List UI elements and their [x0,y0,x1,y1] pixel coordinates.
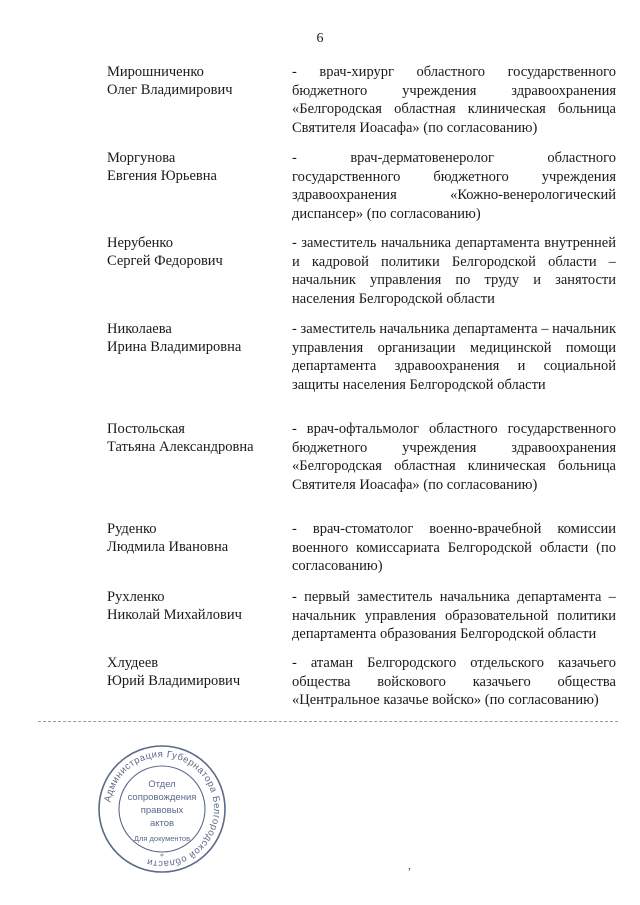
given-names: Николай Михайлович [107,607,242,623]
given-names: Олег Владимирович [107,82,233,98]
person-name [107,149,287,185]
person-name [107,234,287,270]
given-names: Евгения Юрьевна [107,168,217,184]
position-description: - врач-офтальмолог областного государственного бюджетного учреждения здравоохранения «Белгородская областная клиническая больница Святителя Иоасафа» (по согласованию) [292,421,616,493]
surname: Нерубенко [107,235,173,251]
given-names: Татьяна Александровна [107,439,254,455]
surname: Мирошниченко [107,64,204,80]
person-name [107,654,287,690]
given-names: Сергей Федорович [107,253,223,269]
position-description: - врач-дерматовенеролог областного государственного бюджетного учреждения здравоохранения «Кожно-венерологический диспансер» (по согласованию) [292,150,616,222]
page-number: 6 [316,31,324,46]
surname: Рухленко [107,589,165,605]
given-names: Ирина Владимировна [107,339,242,355]
person-name [107,520,287,556]
surname: Николаева [107,321,172,337]
separator-line [38,721,618,722]
stamp-line-4: актов [149,818,175,829]
position-description: - атаман Белгородского отдельского казачьего общества войскового казачьего общества «Центральное казачье войско» (по согласованию) [292,655,616,708]
star-icon: * [160,852,164,861]
surname: Постольская [107,421,185,437]
person-name [107,63,287,99]
position-description: - врач-стоматолог военно-врачебной комиссии военного комиссариата Белгородской области (по согласованию) [292,521,616,574]
given-names: Юрий Владимирович [107,673,241,689]
given-names: Людмила Ивановна [107,539,229,555]
stamp-line-2: сопровождения [127,792,197,803]
surname: Хлудеев [107,655,159,671]
stamp-bottom-text: Для документов [133,834,191,843]
stamp-line-3: правовых [140,805,184,816]
official-stamp [96,743,228,875]
position-description: - заместитель начальника департамента внутренней и кадровой политики Белгородской области – начальник управления по труду и занятости населения Белгородской области [292,235,616,307]
stamp-line-1: Отдел [148,779,176,790]
person-name [107,320,287,356]
surname: Моргунова [107,150,176,166]
position-description: - первый заместитель начальника департамента – начальник управления образовательной политики департамента образования Белгородской области [292,589,616,642]
position-description: - врач-хирург областного государственного бюджетного учреждения здравоохранения «Белгородская областная клиническая больница Святителя Иоасафа» (по согласованию) [292,64,616,136]
pen-mark: , [408,858,411,872]
position-description: - заместитель начальника департамента – начальник управления организации медицинской помощи департамента здравоохранения и социальной защиты населения Белгородской области [292,321,616,393]
stamp-ring-text: Администрация Губернатора Белгородской области [102,748,223,870]
person-name [107,420,287,456]
person-name [107,588,287,624]
surname: Руденко [107,521,157,537]
